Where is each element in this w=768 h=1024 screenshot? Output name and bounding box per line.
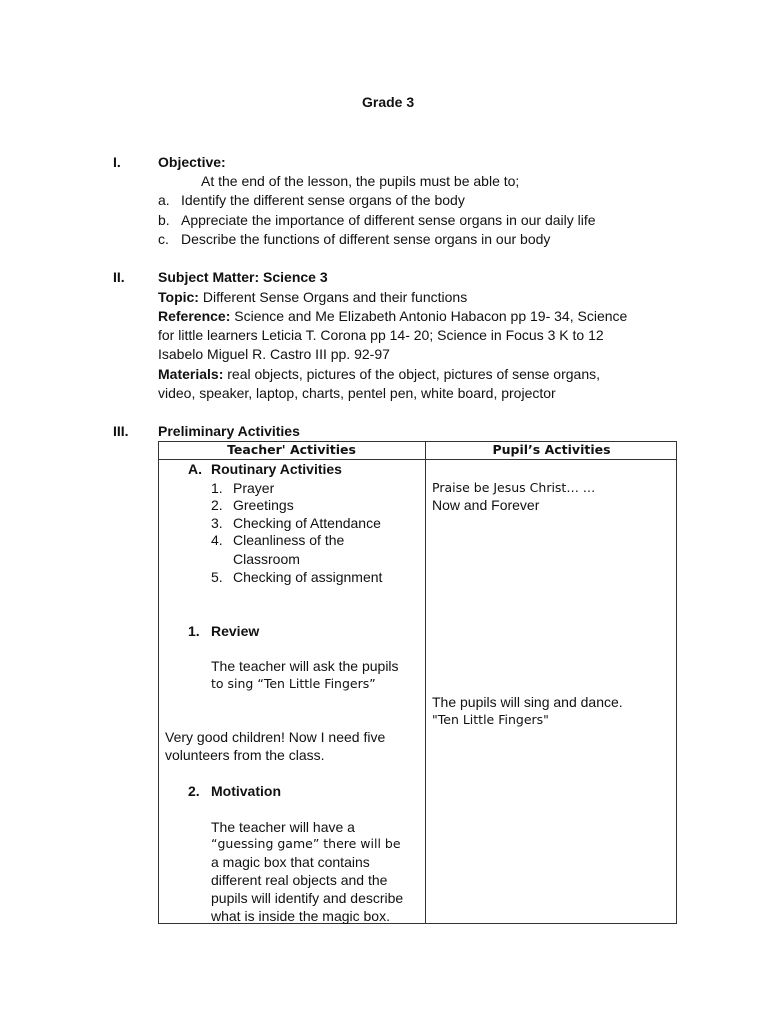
objective-intro: At the end of the lesson, the pupils must be able to; [201,173,520,189]
page-title: Grade 3 [362,94,415,110]
motivation-text: what is inside the magic box. [211,908,390,924]
routine-num: 2. [211,497,223,513]
table-column-divider [425,441,426,924]
routine-item: Checking of assignment [233,569,383,585]
motivation-text: The teacher will have a [211,819,355,835]
routine-item: Prayer [233,480,275,496]
routine-num: 1. [211,480,223,496]
section-heading: Preliminary Activities [158,423,300,439]
routine-item: Classroom [233,551,300,567]
materials-label: Materials: [158,366,224,382]
reference-line [158,307,627,325]
materials-text: real objects, pictures of the object, pictures of sense organs, [227,366,601,382]
table-header-teacher: Teacher' Activities [227,442,356,457]
section-heading: Subject Matter: Science 3 [158,269,328,285]
reference-label: Reference: [158,308,231,324]
topic-value: Different Sense Organs and their functions [202,289,468,305]
motivation-heading: Motivation [211,783,281,799]
list-letter: c. [158,231,169,247]
objective-item: Identify the different sense organs of the body [181,192,465,208]
section-numeral: II. [113,269,125,285]
list-letter: b. [158,212,170,228]
topic-label: Topic: [158,289,199,305]
section-numeral: I. [113,154,121,170]
objective-item: Appreciate the importance of different sense organs in our daily life [181,212,596,228]
materials-line [158,365,600,383]
routine-num: 3. [211,515,223,531]
praise-text: Very good children! Now I need five [165,729,386,745]
review-num: 1. [188,623,200,639]
routinary-label: A. [188,461,202,477]
reference-text: Isabelo Miguel R. Castro III pp. 92-97 [158,346,390,362]
praise-text: volunteers from the class. [165,747,325,763]
review-heading: Review [211,623,260,639]
routinary-heading: Routinary Activities [211,461,342,477]
section-numeral: III. [113,423,129,439]
routine-item: Checking of Attendance [233,515,381,531]
table-header-pupil: Pupil’s Activities [492,442,611,457]
pupil-response: Praise be Jesus Christ… … [432,480,596,495]
motivation-num: 2. [188,783,200,799]
section-heading: Objective: [158,154,226,170]
motivation-text: a magic box that contains [211,854,370,870]
routine-num: 4. [211,532,223,548]
pupil-response: "Ten Little Fingers" [432,712,549,727]
motivation-text: pupils will identify and describe [211,890,404,906]
reference-text: for little learners Leticia T. Corona pp 14- 20; Science in Focus 3 K to 12 [158,327,604,343]
motivation-text: different real objects and the [211,872,388,888]
routine-item: Greetings [233,497,294,513]
objective-item: Describe the functions of different sense organs in our body [181,231,551,247]
pupil-response: Now and Forever [432,497,540,513]
pupil-response: The pupils will sing and dance. [432,694,623,710]
reference-text: Science and Me Elizabeth Antonio Habacon pp 19- 34, Science [234,308,628,324]
materials-text: video, speaker, laptop, charts, pentel pen, white board, projector [158,385,556,401]
routine-item: Cleanliness of the [233,532,345,548]
topic-line [158,288,467,306]
review-text: The teacher will ask the pupils [211,658,399,674]
routine-num: 5. [211,569,223,585]
motivation-text: “guessing game” there will be [211,836,401,851]
review-text: to sing “Ten Little Fingers” [211,676,376,691]
list-letter: a. [158,192,170,208]
